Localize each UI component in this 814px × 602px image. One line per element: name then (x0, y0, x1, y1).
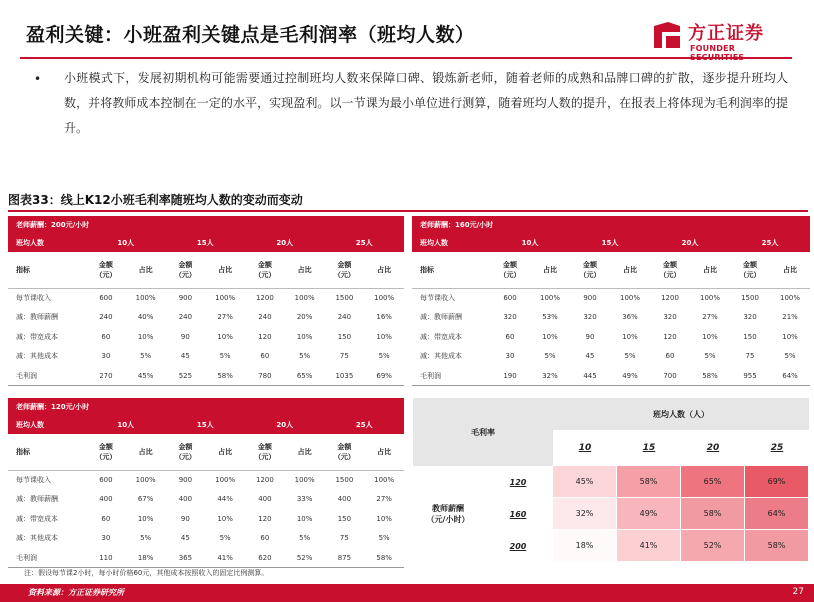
heatmap-cell: 58% (681, 498, 744, 529)
table-cell: 900 (178, 294, 193, 302)
heatmap-row-header: 教师薪酬 （元/小时） (413, 466, 483, 562)
class-size-header: 15人 (570, 234, 650, 252)
table-cell: 5% (784, 352, 796, 361)
class-size-header: 15人 (166, 416, 246, 434)
table-cell: 58% (690, 366, 730, 386)
table-row (8, 529, 404, 549)
metric-header: 指标 (8, 434, 86, 470)
table-cell: 90 (180, 514, 190, 523)
table-cell: 53% (542, 313, 558, 322)
table-cell: 1200 (255, 476, 274, 484)
class-size-label: 班均人数 (8, 234, 86, 252)
table-cell: 10% (217, 332, 233, 341)
row-label: 每节课收入 (420, 294, 455, 302)
table-cell: 60 (101, 332, 111, 341)
table-cell: 150 (337, 332, 352, 341)
table-cell: 5% (219, 352, 231, 361)
table-cell: 75 (339, 352, 349, 361)
table-cell: 1035 (325, 366, 365, 386)
table-cell: 600 (99, 294, 113, 302)
table-row (412, 366, 810, 386)
row-label: 每节课收入 (16, 476, 51, 484)
table-cell: 10% (296, 332, 313, 341)
table-cell: 90 (180, 332, 190, 341)
page-title: 盈利关键：小班盈利关键点是毛利润率（班均人数） (26, 24, 475, 46)
table-cell: 5% (299, 534, 311, 543)
table-cell: 75 (339, 534, 349, 543)
table-cell: 110 (86, 548, 126, 568)
table-cell: 5% (219, 534, 231, 543)
share-header: 占比 (690, 252, 730, 288)
amount-header: 金额 （元） (325, 434, 365, 470)
table-cell: 27% (376, 495, 392, 504)
table-cell: 58% (205, 366, 245, 386)
table-cell: 600 (99, 476, 113, 484)
table-cell: 240 (178, 313, 193, 322)
table-cell: 700 (650, 366, 690, 386)
table-cell: 150 (743, 332, 757, 341)
table-cell: 100% (215, 294, 236, 302)
table-cell: 32% (530, 366, 570, 386)
table-cell: 60 (665, 352, 675, 361)
bullet-icon: • (34, 72, 42, 86)
table-cell: 65% (285, 366, 325, 386)
heatmap-cell: 58% (745, 530, 808, 561)
table-cell: 1500 (335, 476, 354, 484)
page-number: 27 (792, 587, 804, 597)
table-cell: 45 (180, 534, 190, 543)
logo-text-cn: 方正证券 (688, 23, 764, 44)
heatmap-col-value: 20 (681, 430, 745, 466)
table-cell: 45 (585, 352, 595, 361)
class-size-header: 10人 (86, 416, 166, 434)
table-cell: 1200 (661, 294, 679, 302)
table-row (8, 366, 404, 386)
heatmap-cell: 58% (617, 466, 680, 497)
share-header: 占比 (126, 252, 166, 288)
row-label: 每节课收入 (16, 294, 51, 302)
row-label: 减：教师薪酬 (16, 495, 58, 504)
table-cell: 45% (126, 366, 166, 386)
table-cell: 1500 (741, 294, 759, 302)
table-cell: 190 (490, 366, 530, 386)
amount-header: 金额 （元） (245, 434, 285, 470)
footnote: 注：假设每节课2小时，每小时价格60元，其他成本按照收入的固定比例测算。 (24, 569, 269, 577)
footer-source: 资料来源：方正证券研究所 (28, 588, 124, 597)
table-cell: 5% (140, 352, 152, 361)
class-size-header: 20人 (245, 416, 325, 434)
table-cell: 5% (299, 352, 311, 361)
table-cell: 5% (140, 534, 152, 543)
salary-header: 老师薪酬：200元/小时 (8, 216, 404, 234)
table-row (8, 509, 404, 529)
table-row (8, 308, 404, 328)
table-cell: 445 (570, 366, 610, 386)
share-header: 占比 (205, 252, 245, 288)
table-row (8, 347, 404, 367)
amount-header: 金额 （元） (166, 434, 206, 470)
row-label: 减：带宽成本 (16, 514, 58, 523)
table-cell: 64% (770, 366, 810, 386)
table-cell: 120 (258, 332, 272, 341)
amount-header: 金额 （元） (325, 252, 365, 288)
amount-header: 金额 （元） (570, 252, 610, 288)
table-cell: 5% (378, 352, 390, 361)
table-cell: 400 (178, 495, 193, 504)
table-cell: 400 (99, 495, 113, 504)
table-cell: 90 (585, 332, 595, 341)
table-cell: 780 (245, 366, 285, 386)
table-cell: 30 (101, 352, 111, 361)
heatmap-cell: 45% (553, 466, 616, 497)
header-divider (20, 57, 792, 59)
heatmap-col-value: 25 (745, 430, 809, 466)
brand-logo (652, 18, 792, 60)
table-cell: 900 (178, 476, 193, 484)
table-cell: 75 (745, 352, 755, 361)
table-cell: 270 (86, 366, 126, 386)
table-cell: 100% (215, 476, 236, 484)
class-size-header: 15人 (166, 234, 246, 252)
body-paragraph: 小班模式下，发展初期机构可能需要通过控制班均人数来保障口碑、锻炼新老师，随着老师的成熟和品牌口碑的扩散，逐步提升班均人数，并将教师成本控制在一定的水平，实现盈利。以一节课为最小单位进行测算，随着班均人数的提升，在报表上将体现为毛利润率的提升。 (64, 71, 788, 135)
table-cell: 10% (622, 332, 638, 341)
table-cell: 5% (624, 352, 636, 361)
class-size-header: 20人 (650, 234, 730, 252)
heatmap-cell: 49% (617, 498, 680, 529)
table-cell: 58% (364, 548, 404, 568)
table-cell: 36% (622, 313, 638, 322)
table-cell: 120 (663, 332, 677, 341)
salary-header: 老师薪酬：120元/小时 (8, 398, 404, 416)
heatmap-col-value: 10 (553, 430, 617, 466)
share-header: 占比 (610, 252, 650, 288)
share-header: 占比 (530, 252, 570, 288)
table-cell: 320 (583, 313, 597, 322)
heatmap-corner-label: 毛利率 (413, 398, 553, 466)
table-cell: 1500 (335, 294, 354, 302)
table-cell: 320 (503, 313, 517, 322)
table-cell: 150 (337, 514, 352, 523)
table-cell: 100% (374, 476, 395, 484)
table-cell: 400 (258, 495, 272, 504)
table-cell: 21% (782, 313, 798, 322)
margin-heatmap (413, 398, 809, 562)
table-row (412, 347, 810, 367)
amount-header: 金额 （元） (86, 252, 126, 288)
table-cell: 33% (296, 495, 313, 504)
table-cell: 1200 (255, 294, 274, 302)
table-row (8, 548, 404, 568)
heatmap-cell: 69% (745, 466, 808, 497)
table-cell: 100% (780, 294, 801, 302)
cost-table-2 (412, 216, 810, 386)
table-cell: 10% (137, 332, 154, 341)
table-cell: 10% (542, 332, 558, 341)
heatmap-cell: 65% (681, 466, 744, 497)
table-cell: 100% (135, 476, 156, 484)
heatmap-cell: 32% (553, 498, 616, 529)
table-cell: 5% (704, 352, 716, 361)
table-cell: 10% (217, 514, 233, 523)
heatmap-cell: 52% (681, 530, 744, 561)
table-cell: 10% (782, 332, 798, 341)
row-label: 减：带宽成本 (16, 332, 58, 341)
figure-title: 图表33：线上K12小班毛利率随班均人数的变动而变动 (8, 193, 303, 207)
table-cell: 49% (610, 366, 650, 386)
table-row (412, 308, 810, 328)
table-cell: 18% (126, 548, 166, 568)
amount-header: 金额 （元） (730, 252, 770, 288)
table-cell: 60 (505, 332, 515, 341)
amount-header: 金额 （元） (650, 252, 690, 288)
row-label: 毛利润 (8, 366, 86, 386)
table-cell: 69% (364, 366, 404, 386)
table-cell: 955 (730, 366, 770, 386)
share-header: 占比 (205, 434, 245, 470)
table-cell: 60 (260, 352, 270, 361)
table-row (8, 470, 404, 490)
row-label: 减：教师薪酬 (16, 313, 58, 322)
table-cell: 10% (376, 514, 392, 523)
table-cell: 365 (166, 548, 206, 568)
table-cell: 60 (260, 534, 270, 543)
share-header: 占比 (126, 434, 166, 470)
share-header: 占比 (770, 252, 810, 288)
table-cell: 27% (217, 313, 233, 322)
class-size-header: 10人 (490, 234, 570, 252)
metric-header: 指标 (412, 252, 490, 288)
table-cell: 10% (702, 332, 718, 341)
share-header: 占比 (285, 434, 325, 470)
table-cell: 240 (337, 313, 352, 322)
table-cell: 620 (245, 548, 285, 568)
founder-logo-icon (652, 20, 682, 50)
cost-table-3 (8, 398, 404, 568)
row-label: 毛利润 (8, 548, 86, 568)
table-cell: 41% (205, 548, 245, 568)
table-cell: 16% (376, 313, 392, 322)
amount-header: 金额 （元） (166, 252, 206, 288)
table-cell: 525 (166, 366, 206, 386)
table-row (412, 327, 810, 347)
table-cell: 52% (285, 548, 325, 568)
table-cell: 100% (539, 294, 560, 302)
figure-divider (8, 210, 808, 212)
row-label: 减：其他成本 (16, 352, 58, 361)
table-cell: 100% (294, 476, 315, 484)
row-label: 毛利润 (412, 366, 490, 386)
table-row (8, 327, 404, 347)
class-size-header: 25人 (730, 234, 810, 252)
heatmap-row-value: 120 (483, 466, 553, 498)
table-cell: 240 (99, 313, 113, 322)
row-label: 减：其他成本 (420, 352, 462, 361)
footer-bar (0, 584, 814, 602)
heatmap-cell: 41% (617, 530, 680, 561)
table-cell: 44% (217, 495, 233, 504)
table-cell: 100% (374, 294, 395, 302)
class-size-header: 10人 (86, 234, 166, 252)
table-cell: 100% (294, 294, 315, 302)
metric-header: 指标 (8, 252, 86, 288)
table-row (8, 490, 404, 510)
table-cell: 40% (137, 313, 154, 322)
table-cell: 20% (296, 313, 313, 322)
table-cell: 100% (619, 294, 640, 302)
table-cell: 5% (544, 352, 556, 361)
table-cell: 240 (258, 313, 272, 322)
class-size-header: 25人 (325, 234, 405, 252)
share-header: 占比 (285, 252, 325, 288)
heatmap-row-value: 200 (483, 530, 553, 562)
cost-table-1 (8, 216, 404, 386)
heatmap-row-value: 160 (483, 498, 553, 530)
heatmap-col-value: 15 (617, 430, 681, 466)
table-cell: 45 (180, 352, 190, 361)
row-label: 减：带宽成本 (420, 332, 462, 341)
amount-header: 金额 （元） (245, 252, 285, 288)
amount-header: 金额 （元） (86, 434, 126, 470)
table-cell: 10% (296, 514, 313, 523)
table-row (8, 288, 404, 308)
table-cell: 67% (137, 495, 154, 504)
table-cell: 100% (135, 294, 156, 302)
table-cell: 100% (699, 294, 720, 302)
heatmap-cell: 18% (553, 530, 616, 561)
table-cell: 27% (702, 313, 718, 322)
table-cell: 60 (101, 514, 111, 523)
salary-header: 老师薪酬：160元/小时 (412, 216, 810, 234)
table-cell: 320 (663, 313, 677, 322)
row-label: 减：教师薪酬 (420, 313, 462, 322)
class-size-header: 20人 (245, 234, 325, 252)
table-cell: 10% (137, 514, 154, 523)
table-cell: 30 (101, 534, 111, 543)
class-size-label: 班均人数 (8, 416, 86, 434)
table-cell: 10% (376, 332, 392, 341)
amount-header: 金额 （元） (490, 252, 530, 288)
row-label: 减：其他成本 (16, 534, 58, 543)
table-cell: 30 (505, 352, 515, 361)
table-row (412, 288, 810, 308)
table-cell: 600 (503, 294, 517, 302)
table-cell: 400 (337, 495, 352, 504)
table-cell: 875 (325, 548, 365, 568)
table-cell: 320 (743, 313, 757, 322)
class-size-header: 25人 (325, 416, 405, 434)
table-cell: 120 (258, 514, 272, 523)
heatmap-cell: 64% (745, 498, 808, 529)
logo-text-en: FOUNDER (690, 44, 736, 53)
class-size-label: 班均人数 (412, 234, 490, 252)
share-header: 占比 (364, 434, 404, 470)
table-cell: 900 (583, 294, 597, 302)
heatmap-col-header: 班均人数（人） (553, 398, 809, 430)
table-cell: 5% (378, 534, 390, 543)
share-header: 占比 (364, 252, 404, 288)
